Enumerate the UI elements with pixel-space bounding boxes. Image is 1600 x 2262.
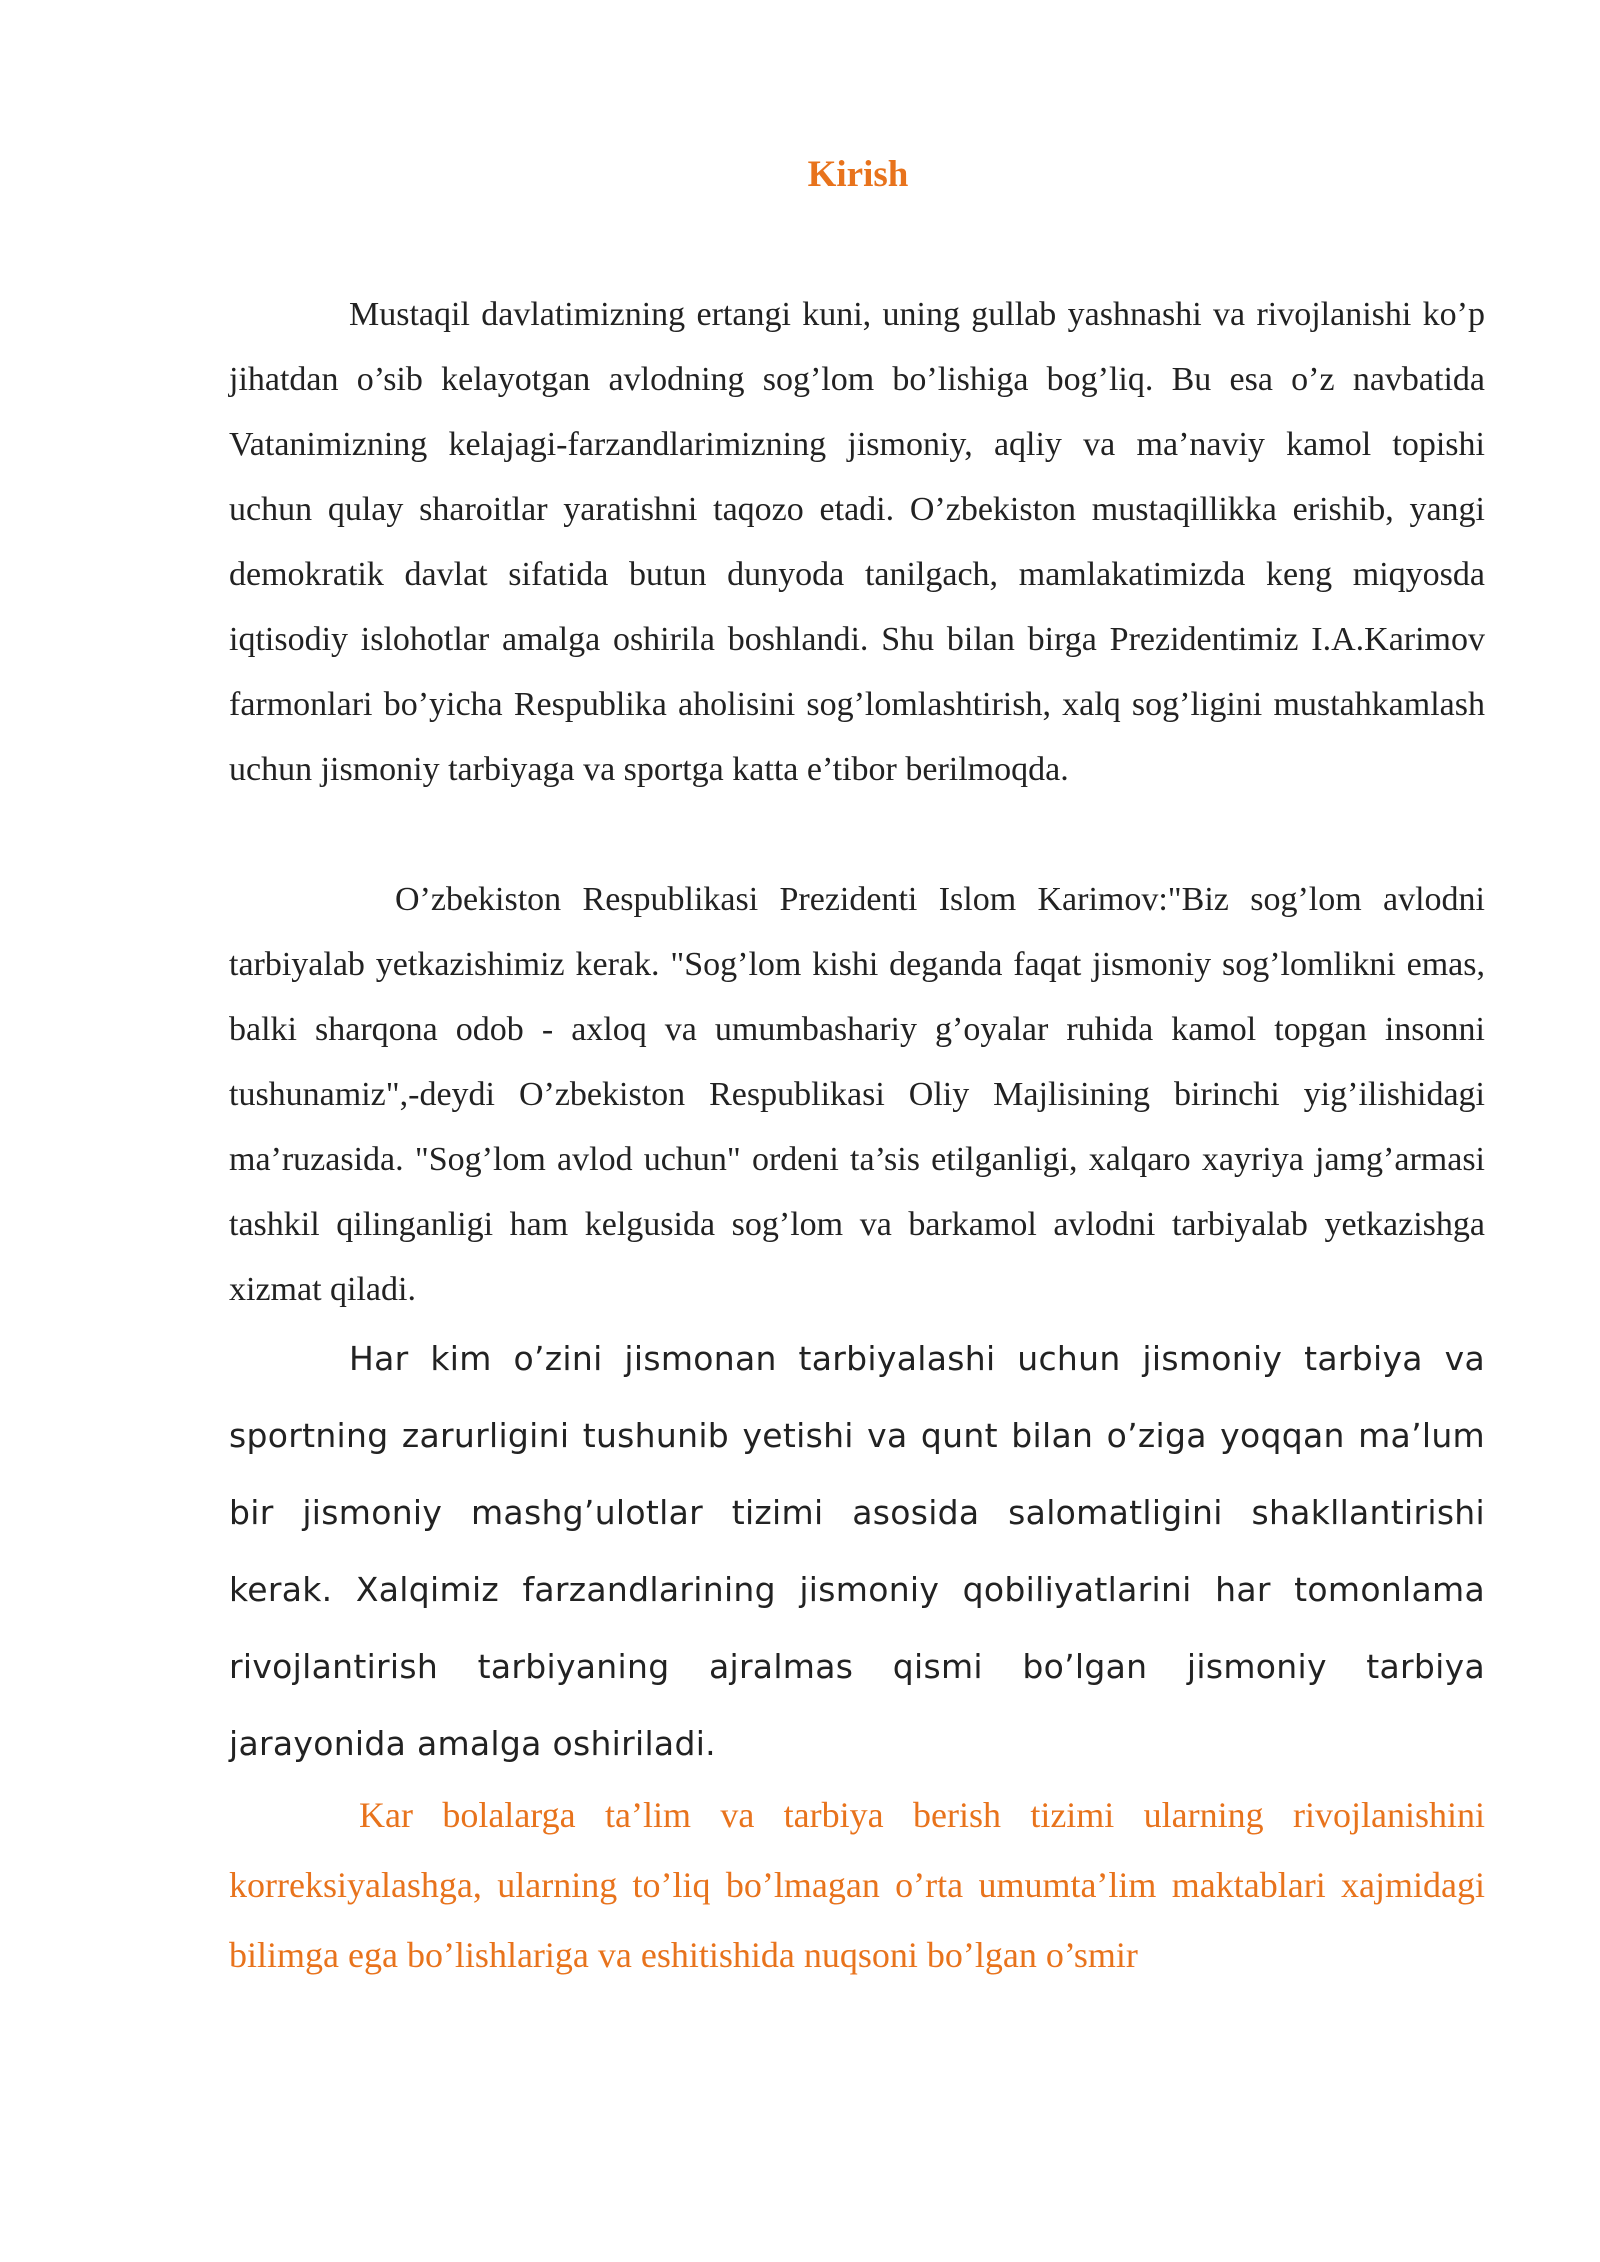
paragraph-physical-education: Har kim o’zini jismonan tarbiyalashi uchun jismoniy tarbiya va sportning zarurligini tushunib yetishi va qunt bilan o’ziga yoqqan ma’lum bir jismoniy mashg’ulotlar tizimi asosida salomatligini shakllantirishi kerak. Xalqimiz farzandlarining jismoniy qobiliyatlarini har tomonlama rivojlantirish tarbiyaning ajralmas qismi bo’lgan jismoniy tarbiya jarayonida amalga oshiriladi. bbox=[229, 1339, 1485, 1763]
paragraph-president-quote: O’zbekiston Respublikasi Prezidenti Islom Karimov:"Biz sog’lom avlodni tarbiyalab yetkazishimiz kerak. "Sog’lom kishi deganda faqat jismoniy sog’lomlikni emas, balki sharqona odob - axloq va umumbashariy g’oyalar ruhida kamol topgan insonni tushunamiz",-deydi O’zbekiston Respublikasi Oliy Majlisining birinchi yig’ilishidagi ma’ruzasida. "Sog’lom avlod uchun" ordeni ta’sis etilganligi, xalqaro xayriya jamg’armasi tashkil qilinganligi ham kelgusida sog’lom va barkamol avlodni tarbiyalab yetkazishga xizmat qiladi. bbox=[229, 881, 1485, 1308]
paragraph-deaf-children: Kar bolalarga ta’lim va tarbiya berish tizimi ularning rivojlanishini korreksiyalashga, ularning to’liq bo’lmagan o’rta umumta’lim maktablari xajmidagi bilimga ega bo’lishlariga va eshitishida nuqsoni bo’lgan o’smir bbox=[229, 1795, 1485, 1975]
page-title: Kirish bbox=[807, 154, 909, 195]
paragraph-intro: Mustaqil davlatimizning ertangi kuni, uning gullab yashnashi va rivojlanishi ko’p jihatdan o’sib kelayotgan avlodning sog’lom bo’lishiga bog’liq. Bu esa o’z navbatida Vatanimizning kelajagi-farzandlarimizning jismoniy, aqliy va ma’naviy kamol topishi uchun qulay sharoitlar yaratishni taqozo etadi. O’zbekiston mustaqillikka erishib, yangi demokratik davlat sifatida butun dunyoda tanilgach, mamlakatimizda keng miqyosda iqtisodiy islohotlar amalga oshirila boshlandi. Shu bilan birga Prezidentimiz I.A.Karimov farmonlari bo’yicha Respublika aholisini sog’lomlashtirish, xalq sog’ligini mustahkamlash uchun jismoniy tarbiyaga va sportga katta e’tibor berilmoqda. bbox=[229, 296, 1485, 788]
